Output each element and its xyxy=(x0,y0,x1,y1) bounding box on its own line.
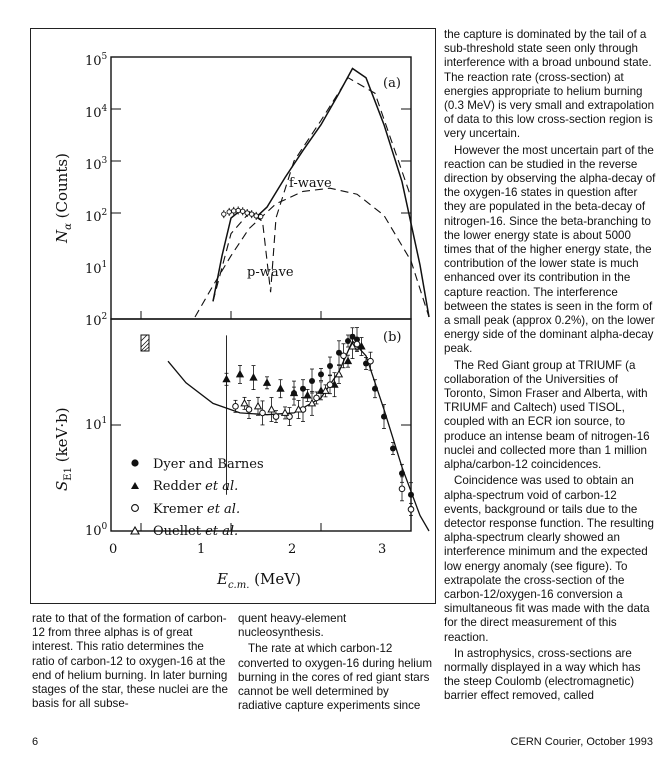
xtick-0: 0 xyxy=(109,542,118,557)
point-Redder et al. xyxy=(250,374,257,380)
legend-symbol-dyer xyxy=(131,459,138,466)
legend-label-redder: Redder et al. xyxy=(153,479,239,494)
point-Dyer and Barnes xyxy=(318,371,324,377)
point-Kremer et al. xyxy=(399,486,405,492)
data-point-a xyxy=(245,211,249,215)
legend-label-ouellet: Ouellet et al. xyxy=(153,524,239,539)
point-Ouellet et al. xyxy=(309,400,316,406)
data-point-a xyxy=(232,209,236,213)
data-point-a xyxy=(259,214,263,218)
journal-footer: CERN Courier, October 1993 xyxy=(510,736,653,748)
paragraph: rate to that of the formation of carbon-12 from three alphas is of great interest. This ratio determines the ratio of carbon-12 to oxygen-16 at the end of helium burning. In later burning stages of the star, these nuclei are the basis for all subse- xyxy=(32,612,228,711)
legend-label-dyer: Dyer and Barnes xyxy=(153,457,264,472)
point-Kremer et al. xyxy=(341,353,347,359)
bottom-left-text xyxy=(32,612,228,713)
point-Redder et al. xyxy=(345,358,352,364)
legend-symbol-redder xyxy=(131,482,139,489)
paragraph: quent heavy-element nucleosynthesis. xyxy=(238,612,347,640)
legend-label-kremer: Kremer et al. xyxy=(153,502,241,517)
panel-b-data xyxy=(168,328,429,531)
curve-total xyxy=(213,69,429,318)
panel-a-label: (a) xyxy=(383,76,401,91)
figure-frame xyxy=(30,28,436,604)
point-Kremer et al. xyxy=(408,507,414,513)
x-axis-title: $E_{c.m.}$ (MeV) xyxy=(217,570,301,591)
figure-chart xyxy=(31,29,435,603)
pwave-label: p-wave xyxy=(247,265,294,280)
data-point-a xyxy=(241,209,245,213)
point-Redder et al. xyxy=(223,376,230,382)
ytick-a-100: $10^2$ xyxy=(85,208,108,225)
ytick-b-10: $10^1$ xyxy=(85,416,108,433)
ytick-ab-100: $10^2$ xyxy=(85,312,108,329)
fwave-label: f-wave xyxy=(289,176,332,191)
point-Ouellet et al. xyxy=(241,400,248,406)
point-Dyer and Barnes xyxy=(408,492,414,498)
paragraph: In astrophysics, cross-sections are normally displayed in a way which has the steep Coulomb (electromagnetic) barrier effect removed, called xyxy=(444,646,641,703)
paragraph: the capture is dominated by the tail of a sub-threshold state seen only through interference with a broad unbound state. The reaction rate (cross-section) at energies appropriate to helium burning (0.3 MeV) is very small and extrapolation of data to this low cross-section region is very uncertain. xyxy=(444,28,655,141)
point-Dyer and Barnes xyxy=(399,470,405,476)
xtick-2: 2 xyxy=(288,542,297,557)
point-Kremer et al. xyxy=(246,407,252,413)
point-Dyer and Barnes xyxy=(309,378,315,384)
point-Ouellet et al. xyxy=(282,409,289,415)
point-Redder et al. xyxy=(277,385,284,391)
point-Kremer et al. xyxy=(327,382,333,388)
point-Redder et al. xyxy=(304,392,311,398)
data-point-a xyxy=(250,212,254,216)
ytick-a-10000: $10^4$ xyxy=(85,104,108,121)
y-axis-b-title: $S_{E1}$ (keV·b) xyxy=(53,407,74,491)
point-Kremer et al. xyxy=(354,341,360,347)
ytick-b-1: $10^0$ xyxy=(85,522,108,539)
point-Ouellet et al. xyxy=(255,403,262,409)
ytick-a-1000: $10^3$ xyxy=(85,156,108,173)
point-Kremer et al. xyxy=(260,410,266,416)
extrapolation-box xyxy=(141,335,149,351)
panel-b-label: (b) xyxy=(383,330,402,345)
page-number: 6 xyxy=(32,736,39,748)
paragraph: The rate at which carbon-12 converted to oxygen-16 during helium burning in the cores of red giant stars cannot be well determined by radiative capture experiments since xyxy=(238,642,432,713)
curve-f-wave xyxy=(195,188,429,317)
point-Kremer et al. xyxy=(273,414,279,420)
right-column-text xyxy=(444,28,656,706)
ytick-a-10: $10^1$ xyxy=(85,260,108,277)
data-point-a xyxy=(222,212,226,216)
data-point-a xyxy=(227,210,231,214)
point-Dyer and Barnes xyxy=(381,414,387,420)
legend-symbol-kremer xyxy=(132,505,139,512)
paragraph: Coincidence was used to obtain an alpha-spectrum void of carbon-12 events, background or tails due to the detector response function. The resulting alpha-spectrum clearly showed an interference minimum and the expected low energy anomaly (see figure). To extrapolate the cross-section of the carbon-12/oxygen-16 conversion a simultaneous fit was made with the data for the direct measurement of this reaction. xyxy=(444,474,654,644)
point-Dyer and Barnes xyxy=(327,363,333,369)
point-Dyer and Barnes xyxy=(372,386,378,392)
point-Redder et al. xyxy=(237,371,244,377)
bottom-middle-text xyxy=(238,612,434,715)
ytick-a-100000: $10^5$ xyxy=(85,52,108,69)
data-point-a xyxy=(236,208,240,212)
legend xyxy=(131,457,264,539)
point-Dyer and Barnes xyxy=(345,338,351,344)
xtick-3: 3 xyxy=(378,542,387,557)
point-Redder et al. xyxy=(264,379,271,385)
xtick-1: 1 xyxy=(197,542,206,557)
point-Kremer et al. xyxy=(368,358,374,364)
point-Dyer and Barnes xyxy=(300,386,306,392)
panel-a-curves xyxy=(195,69,429,318)
data-point-a xyxy=(254,214,258,218)
point-Ouellet et al. xyxy=(268,406,275,412)
point-Kremer et al. xyxy=(314,395,320,401)
point-Kremer et al. xyxy=(233,404,239,410)
paragraph: The Red Giant group at TRIUMF (a collaboration of the Universities of Toronto, Simon Fraser and Alberta, with TRIUMF and Caltech) used TISOL, coupled with an ECR ion source, to produce an intense beam of nitrogen-16 nuclei and collected more than 1 million alpha/carbon-12 coincidences. xyxy=(444,358,650,472)
y-axis-a-title: $N_\alpha$ (Counts) xyxy=(53,153,74,243)
point-Dyer and Barnes xyxy=(390,446,396,452)
paragraph: However the most uncertain part of the reaction can be studied in the reverse direction by observing the alpha-decay of the oxygen-16 states in question after they are populated in the beta-decay of nitrogen-16. Since the beta-branching to the lower energy state is about 5000 times that of the higher energy state, the contribution of the lower state is much enhanced over its contribution in the capture reaction. The interference between the states is seen in the form of a small peak (approx 0.2%), on the lower energy side of the dominant alpha-decay peak. xyxy=(444,143,656,356)
